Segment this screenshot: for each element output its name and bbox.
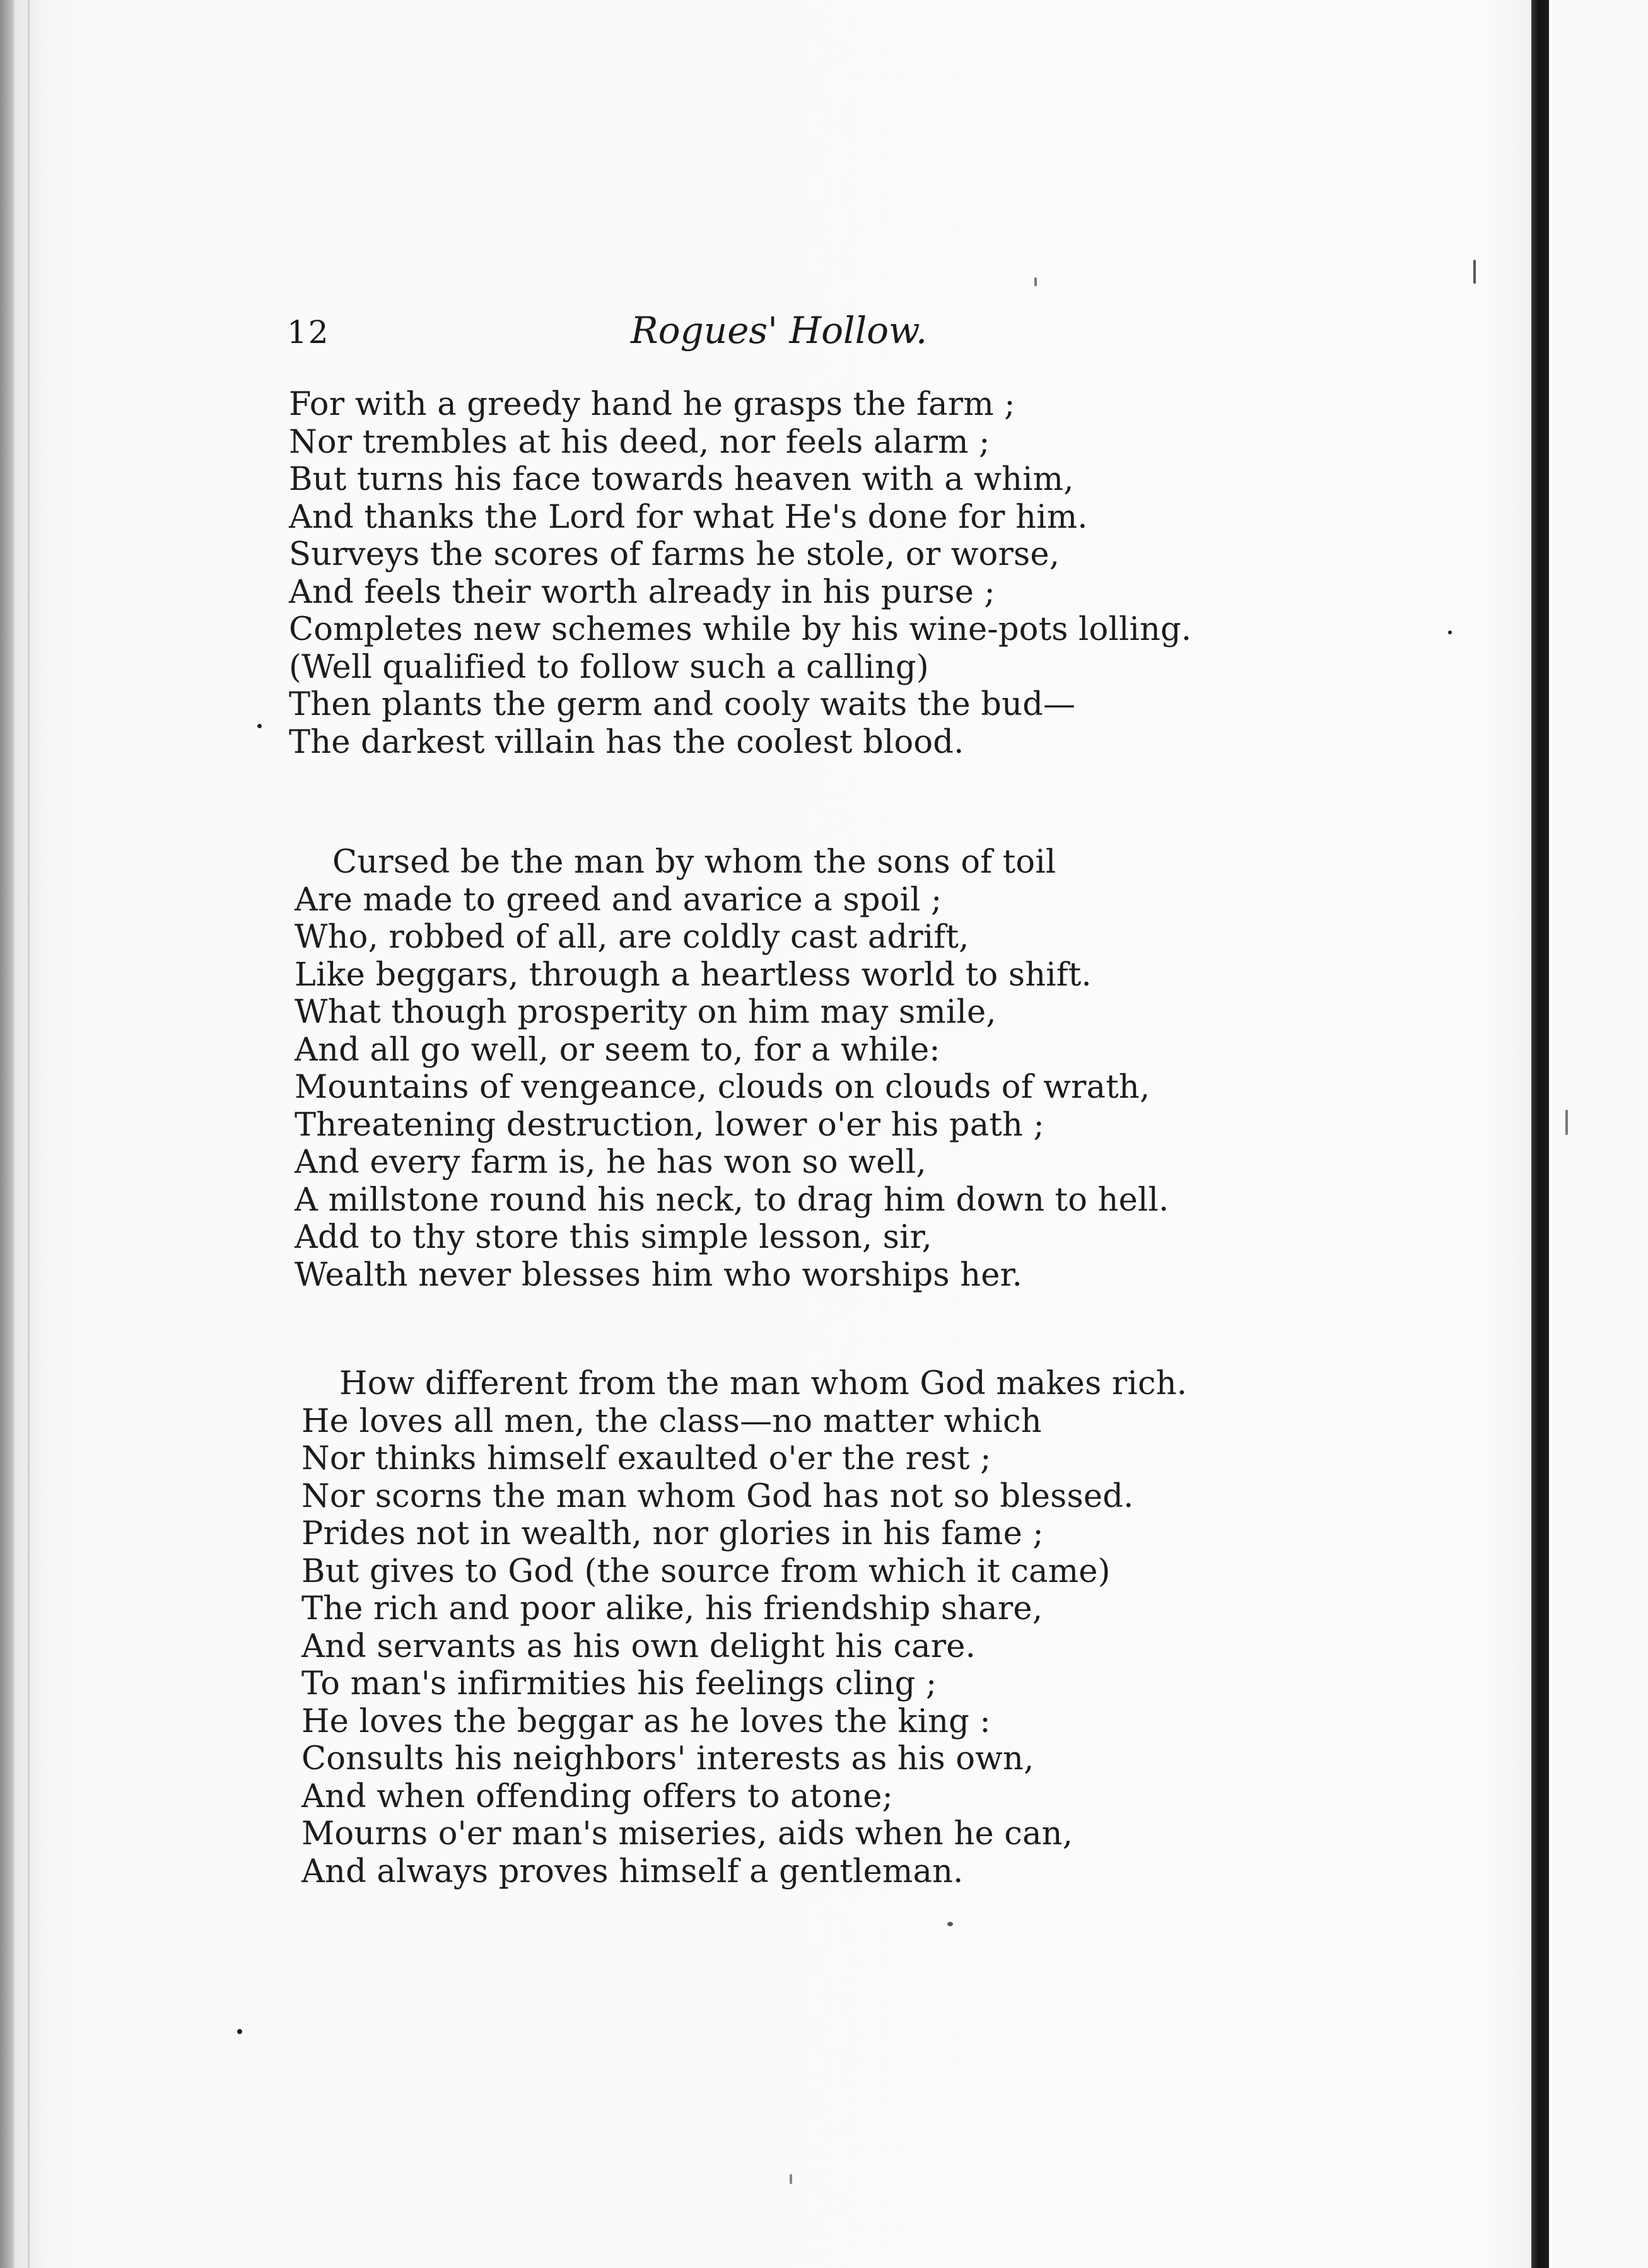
verse-line: Nor scorns the man whom God has not so blessed. [301, 1477, 1134, 1515]
page-speck [947, 1922, 953, 1926]
stanza [295, 844, 1169, 1294]
page-speck [1034, 277, 1037, 286]
page-speck [237, 2029, 242, 2034]
page-speck [1565, 1110, 1568, 1135]
page-speck [1448, 631, 1452, 634]
margin-background [1549, 0, 1648, 2268]
verse-line: What though prosperity on him may smile, [295, 994, 996, 1031]
page-speck [790, 2174, 792, 2184]
verse-line: Surveys the scores of farms he stole, or worse, [289, 536, 1060, 573]
verse-line: And feels their worth already in his purse ; [289, 573, 995, 611]
verse-line: How different from the man whom God makes rich. [339, 1365, 1188, 1402]
verse-line: Mourns o'er man's miseries, aids when he can, [301, 1815, 1073, 1852]
running-title: Rogues' Hollow. [631, 309, 928, 352]
verse-line: He loves the beggar as he loves the king : [301, 1702, 991, 1740]
verse-line: Mountains of vengeance, clouds on clouds of wrath, [295, 1069, 1150, 1106]
verse-line: Like beggars, through a heartless world to shift. [295, 956, 1092, 994]
verse-line: Then plants the germ and cooly waits the bud— [289, 686, 1076, 723]
verse-line: Add to thy store this simple lesson, sir, [295, 1219, 932, 1256]
verse-line: Consults his neighbors' interests as his own, [301, 1740, 1034, 1777]
verse-line: Are made to greed and avarice a spoil ; [295, 881, 942, 919]
page-header [287, 309, 1189, 359]
page-number: 12 [287, 314, 330, 351]
stanza [301, 1365, 1187, 1890]
page-speck [257, 724, 262, 728]
verse-line: But gives to God (the source from which it came) [301, 1552, 1111, 1590]
stanza [289, 386, 1191, 761]
verse-line: The darkest villain has the coolest blood. [289, 723, 964, 761]
verse-line: Prides not in wealth, nor glories in his fame ; [301, 1515, 1044, 1552]
verse-line: To man's infirmities his feelings cling ; [301, 1665, 937, 1702]
verse-line: Completes new schemes while by his wine-pots lolling. [289, 611, 1192, 648]
verse-line: Nor thinks himself exaulted o'er the rest ; [301, 1440, 991, 1477]
binding-edge [0, 0, 14, 2268]
verse-line: And every farm is, he has won so well, [295, 1144, 926, 1181]
verse-line: Cursed be the man by whom the sons of toil [332, 844, 1056, 881]
verse-line: (Well qualified to follow such a calling) [289, 648, 929, 686]
adjacent-page-edge [1531, 0, 1549, 2268]
verse-line: The rich and poor alike, his friendship share, [301, 1590, 1043, 1627]
verse-line: And servants as his own delight his care. [301, 1627, 976, 1665]
verse-line: For with a greedy hand he grasps the farm ; [289, 386, 1015, 423]
verse-line: He loves all men, the class—no matter which [301, 1402, 1042, 1440]
verse-line: And always proves himself a gentleman. [301, 1852, 964, 1890]
verse-line: Nor trembles at his deed, nor feels alarm ; [289, 423, 990, 461]
verse-line: Wealth never blesses him who worships her. [295, 1256, 1023, 1294]
verse-line: And all go well, or seem to, for a while: [295, 1031, 940, 1069]
verse-line: And when offending offers to atone; [301, 1777, 894, 1815]
verse-line: But turns his face towards heaven with a whim, [289, 461, 1074, 498]
page-speck [1473, 260, 1476, 284]
verse-line: A millstone round his neck, to drag him down to hell. [295, 1181, 1169, 1219]
verse-line: And thanks the Lord for what He's done for him. [289, 498, 1088, 536]
verse-line: Threatening destruction, lower o'er his path ; [295, 1106, 1044, 1144]
verse-line: Who, robbed of all, are coldly cast adrift, [295, 919, 969, 956]
binding-line [28, 0, 30, 2268]
